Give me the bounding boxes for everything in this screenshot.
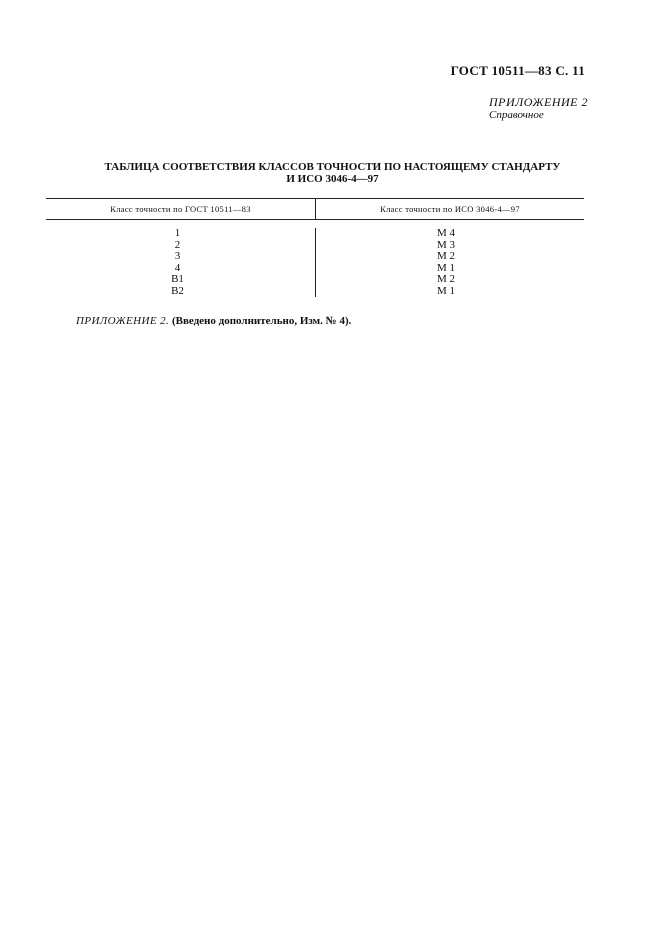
amendment-note [76, 315, 351, 327]
page-header: ГОСТ 10511—83 С. 11 [450, 63, 585, 78]
appendix-label [489, 96, 588, 122]
table-cell: В1 [171, 273, 184, 285]
note-text: (Введено дополнительно, Изм. № 4). [171, 315, 352, 327]
table-cell: 2 [174, 238, 181, 251]
appendix-type: Справочное [489, 109, 544, 121]
correspondence-table [46, 198, 584, 297]
table-cell: М 1 [436, 284, 456, 297]
note-label: ПРИЛОЖЕНИЕ 2. [76, 315, 170, 327]
table-cell: М 2 [436, 250, 456, 262]
table-cell: М 1 [436, 261, 456, 274]
table-title [60, 161, 605, 185]
table-cell: В2 [171, 284, 184, 297]
header-gost-class: Класс точности по ГОСТ 10511—83 [46, 199, 316, 219]
column-gost [46, 228, 316, 297]
header-iso-class: Класс точности по ИСО 3046-4—97 [380, 204, 520, 214]
column-iso [316, 228, 584, 297]
table-cell: 1 [174, 227, 181, 239]
table-title-line-1: ТАБЛИЦА СООТВЕТСТВИЯ КЛАССОВ ТОЧНОСТИ ПО НАСТОЯЩЕМУ СТАНДАРТУ [104, 161, 561, 173]
table-cell: М 2 [436, 273, 456, 285]
table-cell: 3 [174, 250, 181, 262]
table-title-line-2: И ИСО 3046-4—97 [286, 173, 379, 185]
table-cell: М 4 [436, 227, 456, 239]
table-cell: М 3 [436, 238, 456, 251]
table-body [46, 220, 584, 297]
appendix-title: ПРИЛОЖЕНИЕ 2 [489, 95, 588, 109]
table-header-row [46, 199, 584, 219]
table-cell: 4 [174, 261, 181, 274]
